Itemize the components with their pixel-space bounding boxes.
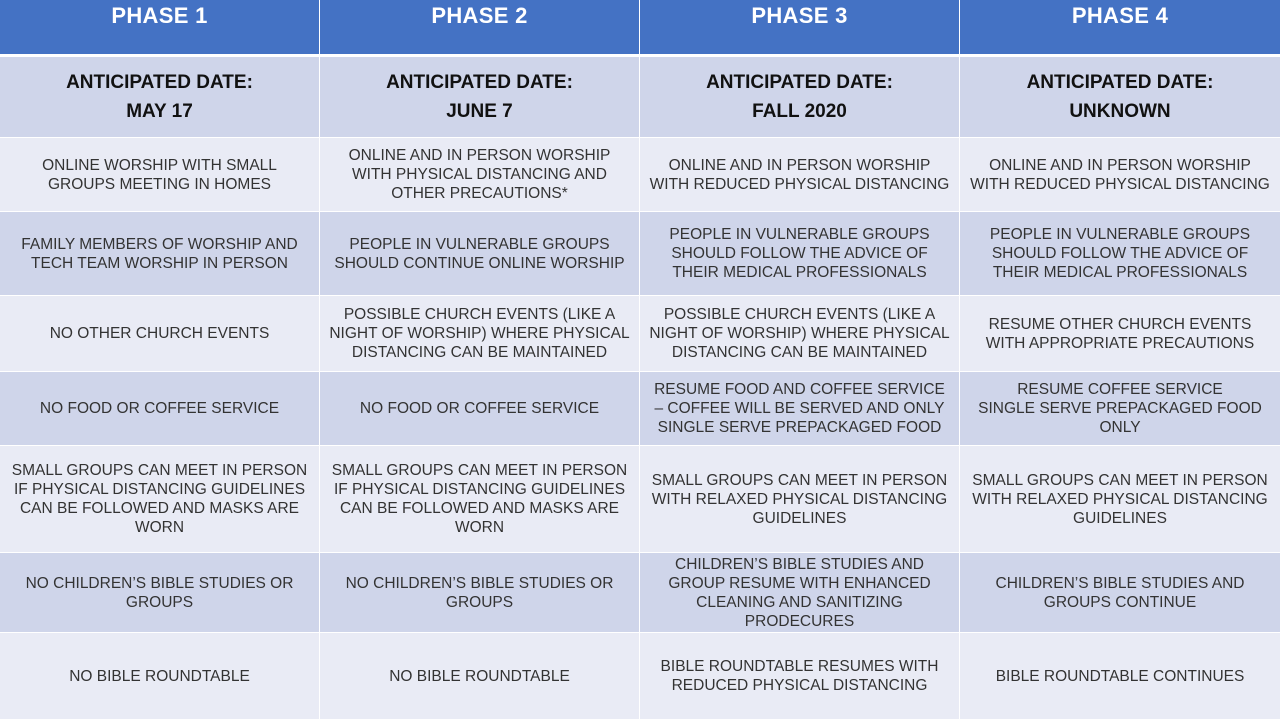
date-label: ANTICIPATED DATE: bbox=[66, 72, 253, 93]
food-coffee-cell: NO FOOD OR COFFEE SERVICE bbox=[320, 372, 640, 446]
date-value: FALL 2020 bbox=[752, 101, 847, 122]
worship-cell: ONLINE AND IN PERSON WORSHIP WITH PHYSICAL DISTANCING AND OTHER PRECAUTIONS* bbox=[320, 138, 640, 212]
roundtable-cell: NO BIBLE ROUNDTABLE bbox=[0, 633, 320, 720]
date-value: UNKNOWN bbox=[1069, 101, 1171, 122]
roundtable-cell: BIBLE ROUNDTABLE CONTINUES bbox=[960, 633, 1280, 720]
events-cell: RESUME OTHER CHURCH EVENTS WITH APPROPRIATE PRECAUTIONS bbox=[960, 296, 1280, 372]
worship-cell: ONLINE AND IN PERSON WORSHIP WITH REDUCED PHYSICAL DISTANCING bbox=[960, 138, 1280, 212]
phase-4-date bbox=[960, 57, 1280, 138]
phase-1-header: PHASE 1 bbox=[0, 0, 320, 57]
events-cell: POSSIBLE CHURCH EVENTS (LIKE A NIGHT OF WORSHIP) WHERE PHYSICAL DISTANCING CAN BE MAINTAINED bbox=[640, 296, 960, 372]
small-groups-cell: SMALL GROUPS CAN MEET IN PERSON IF PHYSICAL DISTANCING GUIDELINES CAN BE FOLLOWED AND MASKS ARE WORN bbox=[0, 446, 320, 553]
roundtable-cell: BIBLE ROUNDTABLE RESUMES WITH REDUCED PHYSICAL DISTANCING bbox=[640, 633, 960, 720]
phase-4-header: PHASE 4 bbox=[960, 0, 1280, 57]
phase-2-header: PHASE 2 bbox=[320, 0, 640, 57]
events-cell: NO OTHER CHURCH EVENTS bbox=[0, 296, 320, 372]
phase-2-date bbox=[320, 57, 640, 138]
phase-3-date bbox=[640, 57, 960, 138]
worship-cell: ONLINE WORSHIP WITH SMALL GROUPS MEETING IN HOMES bbox=[0, 138, 320, 212]
children-cell: CHILDREN’S BIBLE STUDIES AND GROUPS CONTINUE bbox=[960, 553, 1280, 633]
children-cell: NO CHILDREN’S BIBLE STUDIES OR GROUPS bbox=[320, 553, 640, 633]
date-label: ANTICIPATED DATE: bbox=[386, 72, 573, 93]
attendance-cell: PEOPLE IN VULNERABLE GROUPS SHOULD FOLLOW THE ADVICE OF THEIR MEDICAL PROFESSIONALS bbox=[960, 212, 1280, 296]
date-label: ANTICIPATED DATE: bbox=[1026, 72, 1214, 93]
food-coffee-cell: NO FOOD OR COFFEE SERVICE bbox=[0, 372, 320, 446]
attendance-cell: PEOPLE IN VULNERABLE GROUPS SHOULD FOLLOW THE ADVICE OF THEIR MEDICAL PROFESSIONALS bbox=[640, 212, 960, 296]
small-groups-cell: SMALL GROUPS CAN MEET IN PERSON WITH RELAXED PHYSICAL DISTANCING GUIDELINES bbox=[960, 446, 1280, 553]
small-groups-cell: SMALL GROUPS CAN MEET IN PERSON IF PHYSICAL DISTANCING GUIDELINES CAN BE FOLLOWED AND MASKS ARE WORN bbox=[320, 446, 640, 553]
date-value: MAY 17 bbox=[126, 101, 193, 122]
date-value: JUNE 7 bbox=[446, 101, 513, 122]
food-coffee-cell: RESUME FOOD AND COFFEE SERVICE – COFFEE WILL BE SERVED AND ONLY SINGLE SERVE PREPACKAGED FOOD bbox=[640, 372, 960, 446]
phase-3-header: PHASE 3 bbox=[640, 0, 960, 57]
worship-cell: ONLINE AND IN PERSON WORSHIP WITH REDUCED PHYSICAL DISTANCING bbox=[640, 138, 960, 212]
attendance-cell: PEOPLE IN VULNERABLE GROUPS SHOULD CONTINUE ONLINE WORSHIP bbox=[320, 212, 640, 296]
attendance-cell: FAMILY MEMBERS OF WORSHIP AND TECH TEAM WORSHIP IN PERSON bbox=[0, 212, 320, 296]
date-label: ANTICIPATED DATE: bbox=[706, 72, 893, 93]
small-groups-cell: SMALL GROUPS CAN MEET IN PERSON WITH RELAXED PHYSICAL DISTANCING GUIDELINES bbox=[640, 446, 960, 553]
roundtable-cell: NO BIBLE ROUNDTABLE bbox=[320, 633, 640, 720]
children-cell: NO CHILDREN’S BIBLE STUDIES OR GROUPS bbox=[0, 553, 320, 633]
phase-1-date bbox=[0, 57, 320, 138]
food-coffee-cell: RESUME COFFEE SERVICE SINGLE SERVE PREPACKAGED FOOD ONLY bbox=[960, 372, 1280, 446]
children-cell: CHILDREN’S BIBLE STUDIES AND GROUP RESUME WITH ENHANCED CLEANING AND SANITIZING PRODECURES bbox=[640, 553, 960, 633]
events-cell: POSSIBLE CHURCH EVENTS (LIKE A NIGHT OF WORSHIP) WHERE PHYSICAL DISTANCING CAN BE MAINTAINED bbox=[320, 296, 640, 372]
